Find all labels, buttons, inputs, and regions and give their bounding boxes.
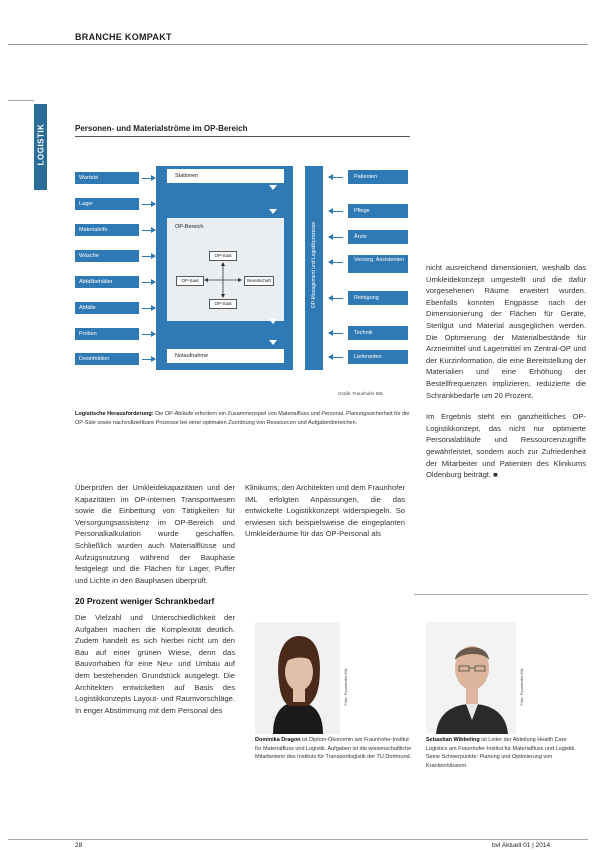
bio-text: ist Leiter der Abteilung Health Care Logistics am Fraunhofer-Institut für Materialfluss und Logistik. Seine Schwerpunkte: Planung und Optimierung von Krankenhäusern. [426,737,576,769]
left-arrow-icon [329,333,343,334]
portrait-illustration [426,622,516,734]
flow-arrows-icon [268,185,278,347]
portrait-photo [255,622,340,734]
magazine-name: bvl Aktuell 01 | 2014 [492,842,551,849]
paragraph: Die Vielzahl und Unterschiedlichkeit der Aufgaben machen die Komplexität deutlich. Zudem handelt es sich hierbei nicht um den Bau auf einer grünen Wiese, denn das Bauvorhaben für eine Neu- und Umbau auf dem bestehenden Grundstück ausgelegt. Die Architekten entwickelten auf Basis des Logistikkonzepts Layout- und Raumvorschläge. In enger Abstimmung mit dem Personal des [75,612,235,715]
left-item: Proben [75,328,139,340]
figure-rule [75,136,410,137]
subheading: 20 Prozent weniger Schrankbedarf [75,596,215,607]
right-arrow-icon [142,256,155,257]
right-item: Pflege [348,204,408,218]
paragraph: Überprüfen der Umkleidekapazitäten und der Kapazitäten im OP-internen Transportwesen sowie die Einbettung von Tätigkeiten für Versorgungsassistenz im OP-Bereich und Personalkalkulation wurde geschaffen. Schließlich wurden auch Materialflüsse und Aufzugsnutzung während der Bauphase festgelegt und die Flächen für Lager, Puffer und Lichte in den Bauphasen überprüft. [75,483,235,585]
left-rule [8,100,34,101]
right-arrow-icon [142,334,155,335]
right-item: Technik [348,326,408,340]
photo-credit: Foto: Fraunhofer IML [343,668,348,706]
right-item: Ärzte [348,230,408,244]
left-item: Materialinfo [75,224,139,236]
op-area-label: OP-Bereich [175,224,204,230]
mini-box-bereitschaft: Bereitschaft [244,276,274,286]
right-arrow-icon [142,282,155,283]
right-arrow-icon [142,178,155,179]
paragraph: nicht ausreichend dimensioniert, weshalb das Umkleidekonzept umgestellt und die dafür vorgesehenen Räume erweitert wurden. Ebenfalls konnten Engpässe nach der Dimensionierung der Flächen für Geräte, Sterilgut und Material ausgeglichen werden. Die Optimierung der Materialbestände für Arzneimittel und Lagermittel im Zentral-OP und der Kurzinformation, die eine Bereitstellung der Materialien und eine Erhöhung der Bestellfrequenzen implizieren, reduzierte die Schrankbedarfe um 20 Prozent. [426,263,586,400]
left-arrow-icon [329,262,343,263]
paragraph [426,411,586,481]
paragraph-text: Im Ergebnis steht ein ganzheitliches OP-Logistikkonzept, das nicht nur optimierte Personalabläufe und Ressourcenzugriffe gewährleistet, sondern auch zur Zufriedenheit der Mitarbeiter und Patienten des Klinikums Oldenburg beiträgt. [426,412,586,480]
side-tab-label: LOGISTIK [36,123,46,166]
section-rule [414,594,588,595]
bio-caption [426,736,586,770]
photo-credit: Foto: Fraunhofer IML [519,668,524,706]
right-arrow-icon [142,359,155,360]
right-item: Reinigung [348,291,408,305]
footer-rule [8,839,588,840]
mini-box-op-saal: OP-Saal [209,251,237,261]
portrait-photo [426,622,516,734]
bio-caption [255,736,415,762]
left-arrow-icon [329,211,343,212]
right-item: Lieferanten [348,350,408,364]
paragraph: Klinikums, den Architekten und dem Fraunhofer IML erfolgten Anpassungen, die das entwickelte Logistikkonzept widerspiegeln. So erwiesen sich beispielsweise die eingeplanten Umkleideräume für das OP-Personal als [245,483,405,539]
vertical-process-bar [305,166,323,370]
mini-box-op-saal: OP-Saal [176,276,204,286]
left-item: Lager [75,198,139,210]
right-arrow-icon [142,204,155,205]
right-item: Versorg. Assistenten [348,255,408,273]
section-title: BRANCHE KOMPAKT [75,32,172,42]
left-item: Desinfektion [75,353,139,365]
left-arrow-icon [329,357,343,358]
left-item: Abfälle [75,302,139,314]
vertical-process-label: OP-Management und Logistikprozesse [311,221,317,309]
left-arrow-icon [329,237,343,238]
left-item: Abfallbehälter [75,276,139,288]
column-2 [245,482,405,540]
column-1 [75,482,235,716]
person-name: Sebastian Wibbeling [426,737,480,743]
caption-lead: Logistische Herausforderung: [75,411,154,417]
right-arrow-icon [142,308,155,309]
figure-credit: Grafik: Fraunhofer IML [338,391,384,396]
right-arrow-icon [142,230,155,231]
side-tab [34,104,47,190]
column-3 [426,262,586,481]
left-arrow-icon [329,177,343,178]
stations-box: Stationen [167,169,284,183]
end-mark: ■ [493,470,498,480]
page-number: 28 [75,842,83,849]
person-name: Dominika Dragon [255,737,301,743]
right-item: Patienten [348,170,408,184]
portrait-illustration [255,622,340,734]
cross-arrows-icon [204,262,242,298]
left-arrow-icon [329,298,343,299]
figure-title: Personen- und Materialströme im OP-Bereich [75,124,248,133]
left-item: Wäsche [75,250,139,262]
mini-box-op-saal: OP-Saal [209,299,237,309]
caption-text: Die OP-Abläufe erfordern ein Zusammenspiel von Materialfluss und Personal, Planungssicherheit für die OP-Säle sowie nachvollziehbare Prozesse bei einer optimalen Zuordnung von Ressourcen und Aufgabenbereichen. [75,411,410,426]
figure-caption [75,410,415,427]
left-item: Wartebt [75,172,139,184]
bio-text: ist Diplom-Ökonomin am Fraunhofer-Institut für Materialfluss und Logistik. Aufgaben ist die wissenschaftliche Mitarbeiterin des Instituts für Transportlogistik der TU Dortmund. [255,737,412,760]
header-rule [8,44,588,45]
emergency-box: Notaufnahme [167,349,284,363]
